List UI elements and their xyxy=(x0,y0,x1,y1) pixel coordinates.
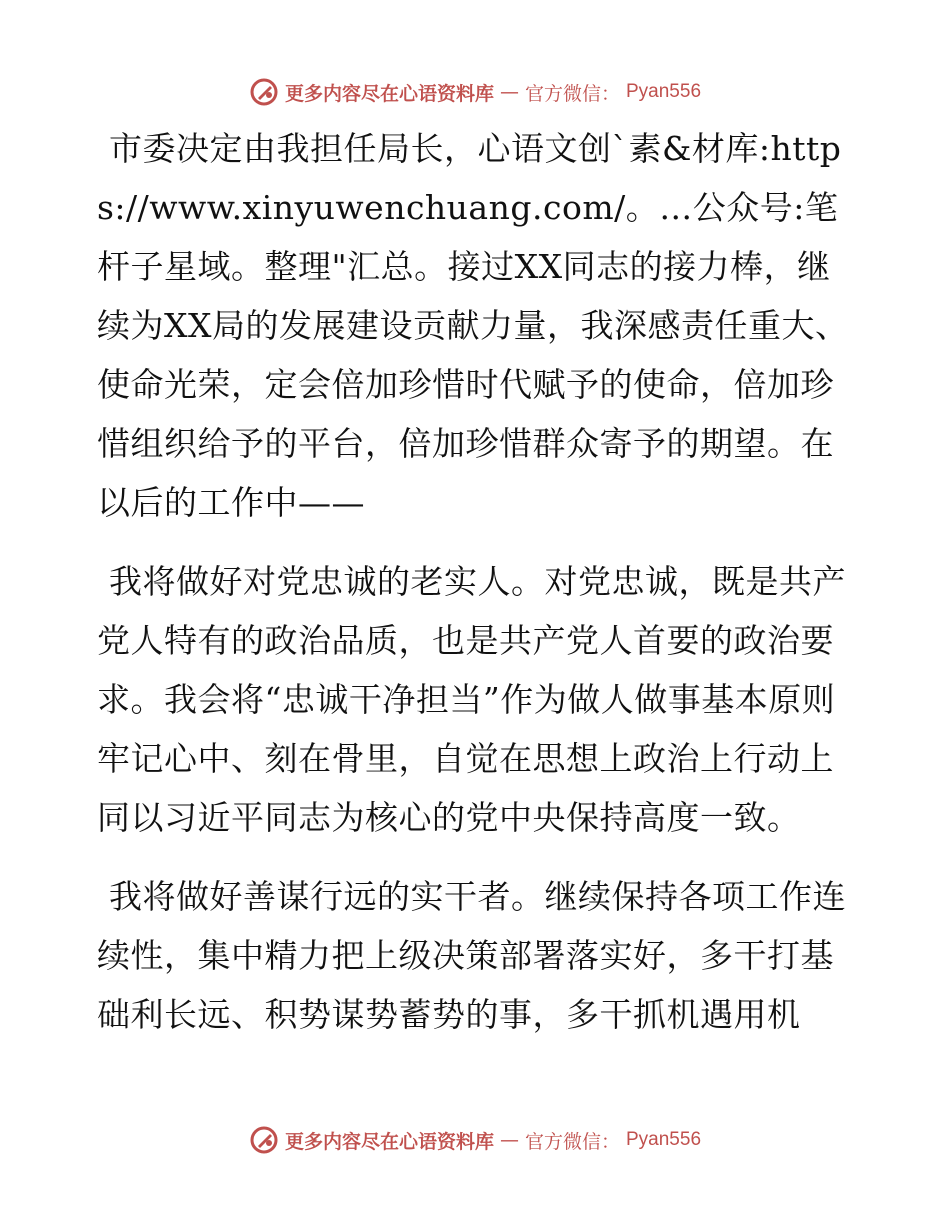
paragraph-3: 我将做好善谋行远的实干者。继续保持各项工作连续性，集中精力把上级决策部署落实好，多干打基础利长远、积势谋势蓄势的事，多干抓机遇用机 xyxy=(97,877,846,1034)
banner-main-text: 更多内容尽在心语资料库 xyxy=(284,82,494,105)
document-body xyxy=(97,119,857,1064)
banner-wechat-id: Pyan556 xyxy=(626,1129,702,1150)
paragraph-2: 我将做好对党忠诚的老实人。对党忠诚，既是共产党人特有的政治品质，也是共产党人首要的政治要求。我会将“忠诚干净担当”作为做人做事基本原则牢记心中、刻在骨里，自觉在思想上政治上行动上同以习近平同志为核心的党中央保持高度一致。 xyxy=(97,562,846,837)
banner-dash: — xyxy=(499,1129,519,1151)
banner-dash: — xyxy=(499,81,519,103)
header-banner xyxy=(0,72,950,112)
logo-icon xyxy=(249,1125,279,1155)
banner-main-text: 更多内容尽在心语资料库 xyxy=(284,1130,494,1153)
banner-wechat-id: Pyan556 xyxy=(626,81,702,102)
footer-banner xyxy=(0,1120,950,1160)
banner-wechat-label: 官方微信： xyxy=(524,1130,620,1153)
paragraph-1: 市委决定由我担任局长，心语文创`素&材库:https://www.xinyuwenchuang.com/。…公众号:笔杆子星域。整理"汇总。接过XX同志的接力棒，继续为XX局的发展建设贡献力量，我深感责任重大、使命光荣，定会倍加珍惜时代赋予的使命，倍加珍惜组织给予的平台，倍加珍惜群众寄予的期望。在以后的工作中—— xyxy=(97,129,849,522)
banner-wechat-label: 官方微信： xyxy=(524,82,620,105)
logo-icon xyxy=(249,77,279,107)
